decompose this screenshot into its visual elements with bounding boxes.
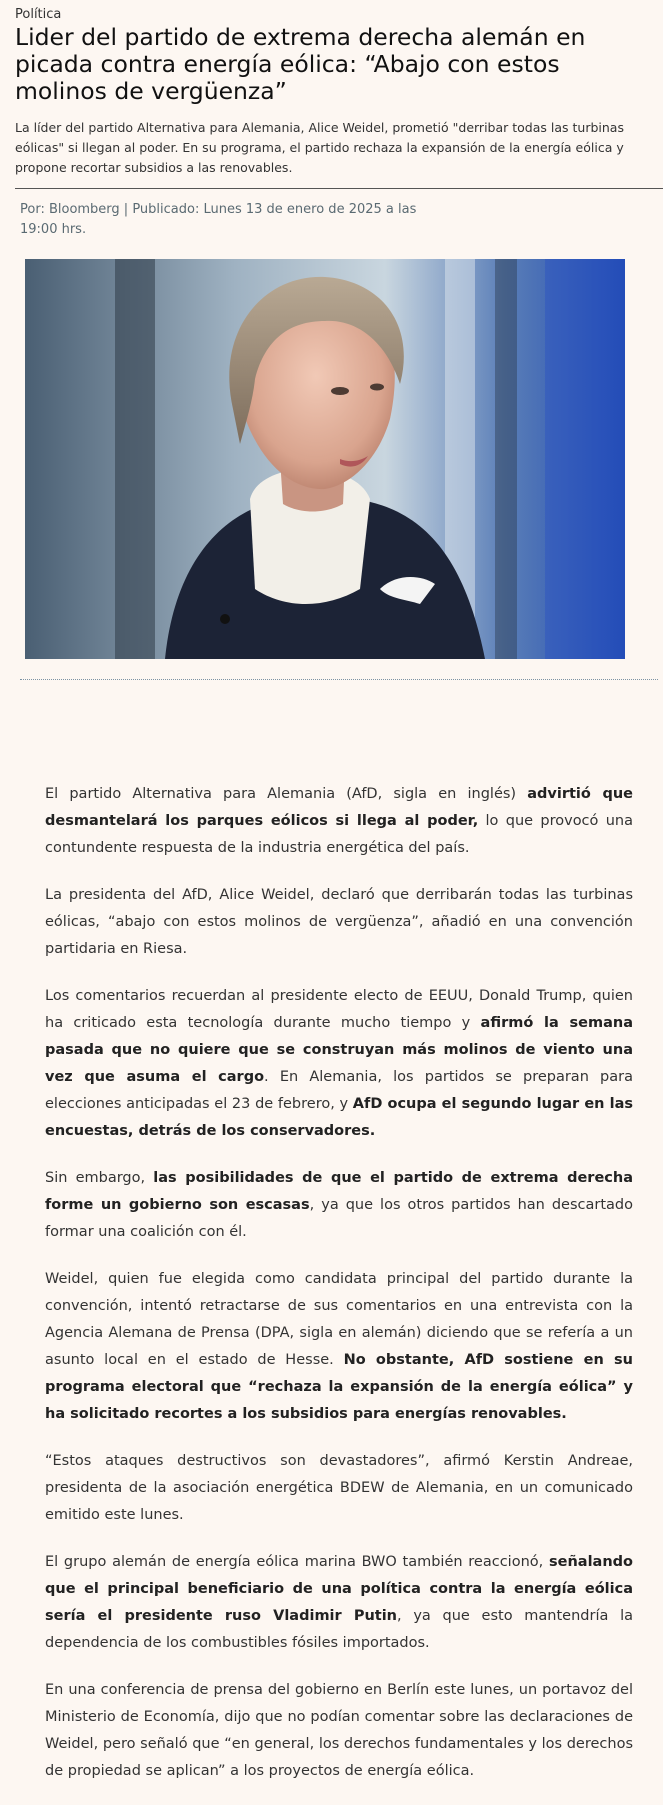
photo-divider <box>20 679 658 680</box>
paragraph-bold-run: No obstante, AfD sostiene en su programa electoral que “rechaza la expansión de la energía eólica” y ha solicitado recortes a los subsidios para energías renovables. <box>45 1352 633 1422</box>
paragraph-text-run: Sin embargo, <box>45 1170 154 1186</box>
article-headline: Lider del partido de extrema derecha alemán en picada contra energía eólica: “Abajo con estos molinos de vergüenza” <box>15 23 586 105</box>
article-paragraph <box>45 781 633 862</box>
paragraph-text-run: Los comentarios recuerdan al presidente electo de EEUU, Donald Trump, quien ha criticado esta tecnología durante mucho tiempo y <box>45 988 633 1031</box>
paragraph-bold-run: advirtió que desmantelará los parques eólicos si llega al poder, <box>45 786 633 829</box>
paragraph-text-run: La presidenta del AfD, Alice Weidel, declaró que derribarán todas las turbinas eólicas, “abajo con estos molinos de vergüenza”, añadió en una convención partidaria en Riesa. <box>45 887 633 957</box>
paragraph-text-run: El partido Alternativa para Alemania (AfD, sigla en inglés) <box>45 786 528 802</box>
paragraph-text-run: lo que provocó una contundente respuesta de la industria energética del país. <box>45 813 633 856</box>
header-divider <box>15 188 663 189</box>
paragraph-bold-run: las posibilidades de que el partido de extrema derecha forme un gobierno son escasas <box>45 1170 633 1213</box>
paragraph-text-run: . En Alemania, los partidos se preparan para elecciones anticipadas el 23 de febrero, y <box>45 1069 633 1112</box>
article-summary: La líder del partido Alternativa para Alemania, Alice Weidel, prometió "derribar todas las turbinas eólicas" si llegan al poder. En su programa, el partido rechaza la expansión de la energía eólica y propone recortar subsidios a las renovables. <box>15 120 624 175</box>
article-body <box>45 781 633 1805</box>
paragraph-text-run: , ya que esto mantendría la dependencia de los combustibles fósiles importados. <box>45 1608 633 1651</box>
article-paragraph <box>45 1448 633 1529</box>
article-paragraph <box>45 1165 633 1246</box>
article-paragraph <box>45 983 633 1145</box>
paragraph-bold-run: afirmó la semana pasada que no quiere que se construyan más molinos de viento una vez que asuma el cargo <box>45 1015 633 1085</box>
article-paragraph <box>45 882 633 963</box>
article-paragraph <box>45 1677 633 1785</box>
paragraph-text-run: , ya que los otros partidos han descartado formar una coalición con él. <box>45 1197 634 1240</box>
article-photo <box>25 259 625 659</box>
section-label[interactable]: Política <box>15 7 62 22</box>
paragraph-text-run: “Estos ataques destructivos son devastadores”, afirmó Kerstin Andreae, presidenta de la asociación energética BDEW de Alemania, en un comunicado emitido este lunes. <box>45 1453 633 1523</box>
paragraph-bold-run: señalando que el principal beneficiario de una política contra la energía eólica sería el presidente ruso Vladimir Putin <box>45 1554 633 1624</box>
paragraph-text-run: En una conferencia de prensa del gobierno en Berlín este lunes, un portavoz del Ministerio de Economía, dijo que no podían comentar sobre las declaraciones de Weidel, pero señaló que “en general, los derechos fundamentales y los derechos de propiedad se aplican” a los proyectos de energía eólica. <box>45 1682 633 1779</box>
paragraph-bold-run: AfD ocupa el segundo lugar en las encuestas, detrás de los conservadores. <box>45 1096 633 1139</box>
article-paragraph <box>45 1549 633 1657</box>
article-paragraph <box>45 1266 633 1428</box>
article-byline: Por: Bloomberg | Publicado: Lunes 13 de enero de 2025 a las 19:00 hrs. <box>20 202 417 237</box>
paragraph-text-run: El grupo alemán de energía eólica marina BWO también reaccionó, <box>45 1554 549 1570</box>
paragraph-text-run: Weidel, quien fue elegida como candidata principal del partido durante la convención, intentó retractarse de sus comentarios en una entrevista con la Agencia Alemana de Prensa (DPA, sigla en alemán) diciendo que se refería a un asunto local en el estado de Hesse. <box>45 1271 633 1368</box>
